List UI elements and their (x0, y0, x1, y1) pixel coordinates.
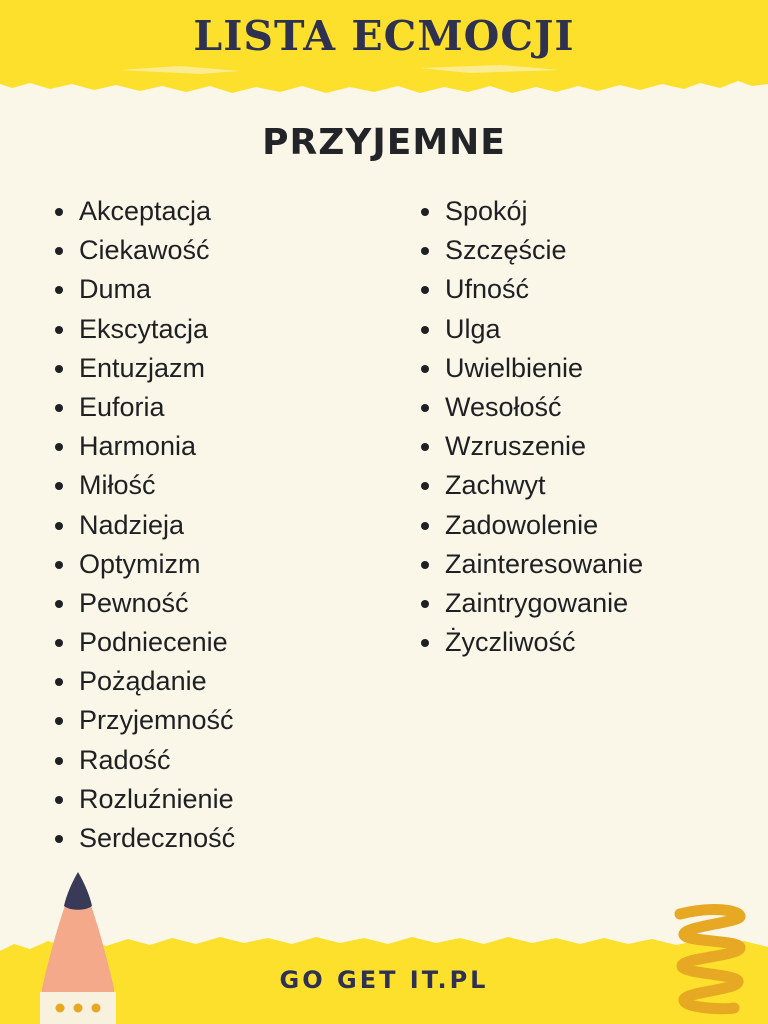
list-item: Wesołość (416, 388, 643, 427)
footer-brand: GO GET IT.PL (279, 966, 489, 994)
list-item: Duma (50, 270, 235, 309)
list-item: Szczęście (416, 231, 643, 270)
list-item: Serdeczność (50, 819, 235, 858)
list-item: Akceptacja (50, 192, 235, 231)
list-item: Zainteresowanie (416, 545, 643, 584)
list-item: Zachwyt (416, 466, 643, 505)
list-item: Optymizm (50, 545, 235, 584)
list-item: Podniecenie (50, 623, 235, 662)
list-item: Życzliwość (416, 623, 643, 662)
list-item: Miłość (50, 466, 235, 505)
list-item: Euforia (50, 388, 235, 427)
list-item: Radość (50, 741, 235, 780)
emotion-list-right (416, 192, 643, 662)
list-item: Uwielbienie (416, 349, 643, 388)
squiggle-icon (668, 904, 752, 1018)
list-item: Ulga (416, 310, 643, 349)
section-heading: PRZYJEMNE (262, 122, 506, 163)
list-item: Pewność (50, 584, 235, 623)
emotion-list-left (50, 192, 235, 858)
list-item: Ekscytacja (50, 310, 235, 349)
list-item: Wzruszenie (416, 427, 643, 466)
list-item: Nadzieja (50, 506, 235, 545)
list-item: Spokój (416, 192, 643, 231)
page-title: LISTA ECMOCJI (193, 12, 575, 60)
list-item: Ufność (416, 270, 643, 309)
pencil-icon (36, 868, 120, 1024)
list-item: Entuzjazm (50, 349, 235, 388)
list-item: Zadowolenie (416, 506, 643, 545)
list-item: Pożądanie (50, 662, 235, 701)
list-item: Rozluźnienie (50, 780, 235, 819)
list-item: Harmonia (50, 427, 235, 466)
list-item: Ciekawość (50, 231, 235, 270)
list-item: Zaintrygowanie (416, 584, 643, 623)
list-item: Przyjemność (50, 701, 235, 740)
